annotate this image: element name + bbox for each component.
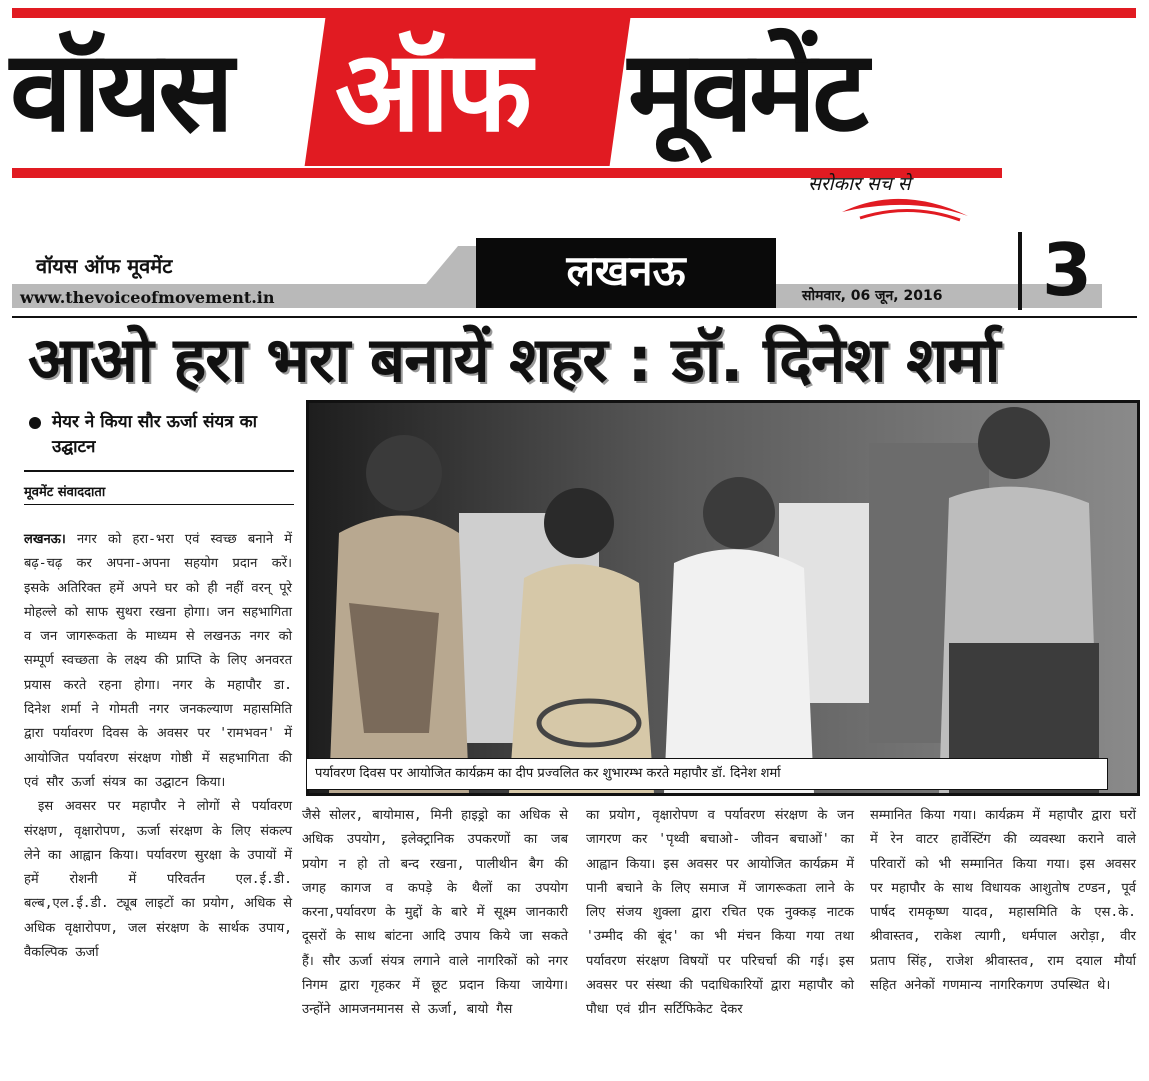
article-headline: आओ हरा भरा बनायें शहर : डॉ. दिनेश शर्मा	[28, 323, 1000, 396]
masthead-title-part2: ऑफ	[335, 27, 528, 157]
paragraph	[24, 528, 292, 795]
swoosh-icon	[840, 182, 970, 222]
page-header-strip	[12, 228, 1137, 312]
masthead-title-part3: मूवमेंट	[628, 27, 865, 157]
article-photo	[306, 400, 1140, 796]
paragraph: का प्रयोग, वृक्षारोपण व पर्यावरण संरक्षण के जन जागरण कर 'पृथ्वी बचाओ- जीवन बचाओं' का आह्वान किया। इस अवसर पर आयोजित कार्यक्रम में पानी बचाने के लिए समाज में जागरूकता लाने के लिए संजय शुक्ला द्वारा रचित एक नुक्कड़ नाटक 'उम्मीद की बूंद' का भी मंचन किया गया तथा पर्यावरण संरक्षण विषयों पर परिचर्चा की गई। इस अवसर पर संस्था की पदाधिकारियों द्वारा महापौर को पौधा एवं ग्रीन सर्टिफिकेट देकर	[586, 808, 854, 1018]
dateline: लखनऊ।	[24, 532, 66, 547]
paper-name: वॉयस ऑफ मूवमेंट	[36, 254, 173, 278]
paragraph: सम्मानित किया गया। कार्यक्रम में महापौर द्वारा घरों में रेन वाटर हार्वेस्टिंग की व्यवस्था कराने वाले परिवारों को भी सम्मानित किया गया। इस अवसर पर महापौर के साथ विधायक आशुतोष टण्डन, पूर्व पार्षद रामकृष्ण यादव, महासमिति के एस.के. श्रीवास्तव, राकेश त्यागी, धर्मपाल अरोड़ा, वीर प्रताप सिंह, राजेश श्रीवास्तव, राम दयाल मौर्या सहित अनेकों गणमान्य नागरिकगण उपस्थित थे।	[870, 808, 1136, 994]
event-photo-image	[309, 403, 1137, 793]
article-subheading: मेयर ने किया सौर ऊर्जा संयत्र का उद्घाटन	[52, 412, 258, 457]
masthead-tagline: सरोकार सच से	[808, 173, 911, 195]
subheading-rule	[24, 470, 294, 472]
city-label: लखनऊ	[476, 238, 776, 308]
issue-date: सोमवार, 06 जून, 2016	[802, 288, 943, 304]
article-column-2	[302, 804, 568, 1023]
page-number-divider	[1018, 232, 1022, 310]
paragraph-text: नगर को हरा-भरा एवं स्वच्छ बनाने में बढ़-चढ़ कर अपना-अपना सहयोग प्रदान करें। इसके अतिरिक्त हमें अपने घर को ही नहीं वरन् पूरे मोहल्ले को साफ सुथरा रखना होगा। जन सहभागिता व जन जागरूकता के माध्यम से लखनऊ नगर को सम्पूर्ण स्वच्छता के लक्ष्य की प्राप्ति के लिए अनवरत प्रयास करते रहना होगा। नगर के महापौर डा. दिनेश शर्मा ने गोमती नगर जनकल्याण महासमिति द्वारा पर्यावरण दिवस के अवसर पर 'रामभवन' में आयोजित पर्यावरण संरक्षण गोष्ठी में सहभागिता की एवं सौर ऊर्जा संयत्र का उद्घाटन किया।	[24, 532, 292, 790]
bullet-icon	[29, 417, 41, 429]
masthead-top-rule	[12, 8, 1136, 18]
website-url: www.thevoiceofmovement.in	[20, 288, 275, 307]
article-column-3	[586, 804, 854, 1023]
article-column-4	[870, 804, 1136, 998]
photo-caption: पर्यावरण दिवस पर आयोजित कार्यक्रम का दीप प्रज्वलित कर शुभारम्भ करते महापौर डॉ. दिनेश शर्मा	[306, 758, 1108, 790]
article-column-1	[24, 528, 292, 965]
masthead	[0, 0, 1149, 225]
page-rule	[12, 316, 1137, 318]
byline-rule	[24, 504, 294, 505]
page-number: 3	[1042, 228, 1093, 312]
paragraph: जैसे सोलर, बायोमास, मिनी हाइड्रो का अधिक से अधिक उपयोग, इलेक्ट्रानिक उपकरणों का जब प्रयोग न हो तो बन्द रखना, पालीथीन बैग की जगह कागज व कपड़े के थैलों का उपयोग करना,पर्यावरण के मुद्दों के बारे में सूक्ष्म जानकारी दूसरों के साथ बांटना आदि उपाय किये जा सकते हैं। सौर ऊर्जा संयत्र लगाने वाले नागरिकों को नगर निगम द्वारा गृहकर में छूट प्रदान किया जायेगा। उन्होंने आमजनमानस से ऊर्जा, बायो गैस	[302, 808, 568, 1018]
article-byline: मूवमेंट संवाददाता	[24, 485, 106, 500]
masthead-title-part1: वॉयस	[10, 27, 230, 157]
paragraph: इस अवसर पर महापौर ने लोगों से पर्यावरण संरक्षण, वृक्षारोपण, ऊर्जा संरक्षण के लिए संकल्प लेने का आह्वान किया। पर्यावरण सुरक्षा के उपायों में हमें रोशनी में परिवर्तन एल.ई.डी. बल्ब,एल.ई.डी. ट्यूब लाइटों का प्रयोग, अधिक से अधिक वृक्षारोपण, जल संरक्षण के सार्थक उपाय, वैकल्पिक ऊर्जा	[24, 799, 292, 961]
